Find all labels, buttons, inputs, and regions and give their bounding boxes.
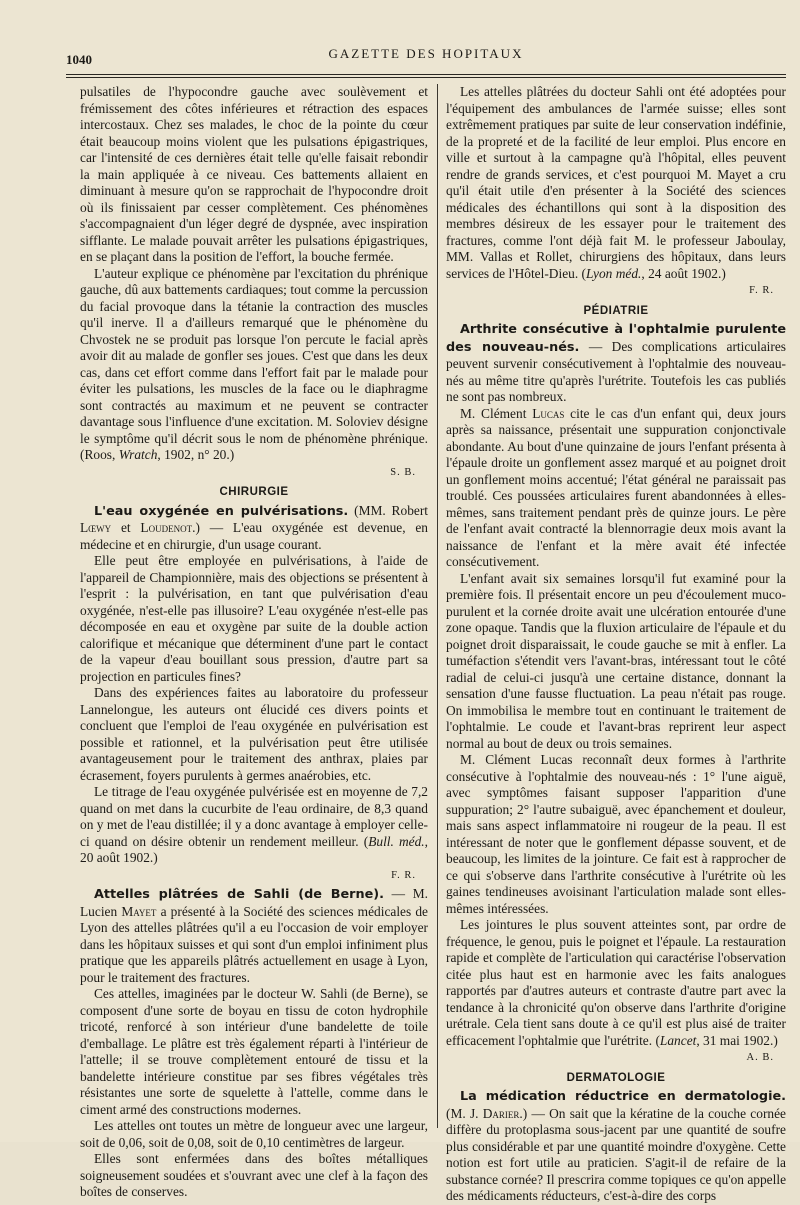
paragraph: Les attelles ont toutes un mètre de longueur avec une largeur, soit de 0,06, soit de 0,08, soit de 0,10 centimètres de largeur. (80, 1118, 428, 1150)
author-initials: S. B. (390, 466, 416, 478)
text-run: Les attelles plâtrées du docteur Sahli ont été adoptées pour l'équipement des ambulances de l'armée suisse; elles sont extrêmement pratiques par suite de leur conservation indéfinie, de la propreté et de la facilité de leur emploi. Plus encore en ville et surtout à la campagne qu'à l'hôpital, elles peuvent rendre de grands services, et c'est pourquoi M. Mayet a cru qu'il était utile d'en présenter à la Société des sciences médicales des échantillons qui sont à la disposition des membres désireux de les essayer pour le traitement des fractures, comme l'ont déjà fait M. le professeur Jaboulay, MM. Vallas et Rollet, chirurgiens des hôpitaux, dans leurs services de l'Hôtel-Dieu. ( (446, 84, 786, 281)
paragraph: Dans des expériences faites au laboratoire du professeur Lannelongue, les auteurs ont élucidé ces divers points et concluent que l'emploi de l'eau oxygénée en pulvérisation est possible et rationnel, et la pulvérisation peut être utilisée avantageusement pour le traitement des anthrax, plaies par écrasement, foyers purulents à germes anaérobies, etc. (80, 685, 428, 783)
text-run: — M. Lucien (80, 886, 428, 919)
text-run: cite le cas d'un enfant qui, deux jours après sa naissance, présentait une suppuration conjonctivale abondante. Au bout d'une quinzaine de jours l'enfant présenta à l'épaule droite un gonflement assez marqué et au poignet droit un gonflement moins accentué; l'état général ne paraissait pas troublé. Ces poussées articulaires furent abandonnées à elles-mêmes, sans traitement pendant près de quinze jours. Le père de l'enfant avait contracté la blennorragie deux mois avant la naissance de l'enfant et la mère avait été infectée consécutivement. (446, 405, 786, 569)
article-title: La médication réductrice en dermatologie. (460, 1089, 786, 1104)
author-initials: F. R. (391, 869, 416, 881)
citation: Lyon méd. (586, 265, 642, 281)
paragraph (446, 84, 786, 282)
header-rule-thin (66, 77, 786, 78)
author-name: Loudenot (140, 520, 193, 535)
text-run: , 1902, n° 20.) (157, 447, 235, 462)
text-run: — Des complications articulaires peuvent survenir consécutivement à l'ophtalmie des nouveau-nés au même titre qu'après l'urétrite. Toutefois les cas publiés ne sont pas nombreux. (446, 338, 786, 404)
paragraph: Elles sont enfermées dans des boîtes métalliques soigneusement soudées et s'ouvrant avec une clef à la façon des boîtes de conserves. (80, 1151, 428, 1199)
right-column (446, 84, 787, 1203)
text-run: et (111, 520, 141, 535)
article-paragraph (446, 321, 786, 406)
page-header (66, 44, 786, 74)
text-run: Les jointures le plus souvent atteintes sont, par ordre de fréquence, le genou, puis le poignet et l'épaule. La restauration rapide et complète de l'articulation qui caractérise l'observation citée plus haut est en harmonie avec les faits analogues rapportés par d'autres auteurs et contraste d'autre part avec la tendance à la chronicité qu'on observe dans l'arthrite d'origine urétrale. Cela tient sans doute à ce qu'il est plus aisé de traiter efficacement l'ophtalmie que l'urétrite. ( (446, 917, 786, 1048)
page-number: 1040 (66, 52, 92, 67)
paragraph: M. Clément Lucas reconnaît deux formes à l'arthrite consécutive à l'ophtalmie des nouveau-nés : 1° l'une aiguë, avec symptômes faisant supposer l'apparition d'une suppuration; 2° l'autre subaiguë, avec épanchement et douleur, mais sans aspect inflammatoire ni rougeur de la peau. Il est intéressant de noter que le gonflement dépasse souvent, et de beaucoup, les limites de la jointure. Ce fait est à rapprocher de ce qui s'observe dans l'arthrite consécutive à l'urétrite où les gaines tendineuses avoisinant l'articulation malade sont elles-mêmes intéressées. (446, 752, 786, 916)
author-name: Mayet (121, 903, 157, 919)
text-run: , 31 mai 1902.) (696, 1032, 778, 1048)
text-run: (M. J. (446, 1105, 483, 1121)
text-run: Le titrage de l'eau oxygénée pulvérisée est en moyenne de 7,2 quand on met dans la cucurbite de l'eau ordinaire, de 8,3 quand on y met de l'eau distillée; il y a donc avantage à employer celle-ci quand on désire obtenir un rendement meilleur. ( (80, 784, 428, 849)
left-column (80, 84, 429, 1199)
paragraph: Elle peut être employée en pulvérisations, à l'aide de l'appareil de Championnière, mais des objections se présentent à l'esprit : la pulvérisation, en tant que pulvérisation d'eau oxygénée, n'est-elle pas illusoire? L'eau oxygénée n'est-elle pas décomposée en eau et oxygène par suite de la double action calorifique et mécanique que déterminent d'une part le contact de la vapeur d'eau bouillant sous pression, d'autre part sa projection en particules fines? (80, 553, 428, 684)
author-name: Lucas (532, 405, 565, 421)
text-run: a présenté à la Société des sciences médicales de Lyon des attelles plâtrées qu'il a eu l'occasion de voir employer dans les hôpitaux suisses et qui sont d'un emploi infiniment plus pratique que les appareils plâtrés actuellement en usage à Lyon, pour le traitement des fractures. (80, 903, 429, 985)
author-initials: F. R. (749, 285, 774, 296)
paragraph (80, 784, 428, 867)
header-rule-thick (66, 74, 786, 75)
author-initials: A. B. (746, 1052, 774, 1063)
journal-title: GAZETTE DES HOPITAUX (328, 46, 524, 61)
article-title: Arthrite consécutive à l'ophtalmie purulente des nouveau-nés. (446, 322, 786, 355)
article-paragraph (80, 503, 428, 554)
citation: Wratch (118, 447, 158, 462)
paragraph: Ces attelles, imaginées par le docteur W. Sahli (de Berne), se composent d'une sorte de boyau en tissu de coton hydrophile tricoté, renforcé à son intérieur d'une bandelette de toile d'emballage. Le plâtre est très également réparti à l'intérieur de l'attelle; il se trouve complètement entouré de tissu et la bandelette intérieure constitue par ses fibres végétales très résistantes une sorte de squelette à l'attelle, comme dans le ciment armé des constructions modernes. (80, 986, 428, 1117)
citation: Bull. méd. (368, 833, 425, 849)
article-title: L'eau oxygénée en pulvérisations. (94, 503, 349, 519)
paragraph: pulsatiles de l'hypocondre gauche avec soulèvement et frémissement des côtes inférieures et rétraction des espaces intercostaux. Chez ses malades, le choc de la pointe du cœur était beaucoup moins violent que les pulsations épigastriques, car l'intensité de ces dernières était telle qu'elle faisait rebondir la main appliquée à ce niveau. Ces battements allaient en diminuant à mesure qu'on se rapprochait de l'hypocondre droit où ils finissaient par cesser complètement. Ces phénomènes s'accompagnaient d'un léger degré de dyspnée, avec inspiration sifflante. Le malade pouvait arrêter les pulsations épigastriques, en se plaçant dans la position de l'effort, la bouche fermée. (80, 84, 428, 264)
author-name: Lœwy (80, 520, 112, 535)
author-name: Darier (482, 1105, 520, 1121)
section-heading-chirurgie: CHIRURGIE (219, 486, 289, 498)
section-heading-pediatrie: PÉDIATRIE (583, 304, 649, 317)
article-title: Attelles plâtrées de Sahli (de Berne). (94, 887, 384, 902)
text-run: — On sait que la kératine de la couche cornée diffère du protoplasma sous-jacent par une quantité de soufre plus considérable et par une quantité moindre d'oxygène. Cette notion est fort utile au praticien. S'agit-il de refaire de la substance cornée? Il prescrira comme topiques ce qu'on appelle des médicaments réducteurs, c'est-à-dire des corps (446, 1105, 787, 1203)
column-divider (437, 84, 438, 1128)
paragraph (80, 266, 428, 464)
citation: Lancet (659, 1032, 697, 1048)
article-paragraph (80, 886, 428, 986)
paragraph (446, 917, 786, 1049)
text-run: .) (519, 1105, 528, 1121)
text-run: , 20 août 1902.) (80, 833, 428, 865)
text-run: (MM. Robert (348, 502, 429, 518)
text-run: .) — (192, 520, 233, 535)
text-run: , 24 août 1902.) (641, 265, 726, 281)
text-run: L'auteur explique ce phénomène par l'excitation du phrénique gauche, dû aux battements cardiaques; tout comme la percussion du facial provoque dans la tétanie la contraction des muscles qu'il inerve. Il a d'ailleurs remarqué que le phénomène du Chvostek ne se produit pas lorsque l'on percute le facial après avoir dit au malade de gonfler ses joues. C'est que dans les deux cas, dans cet effort comme dans l'effort fait par le malade pour éviter les pulsations, les muscles de la face ou le diaphragme sont contractés au maximum et ne peuvent se contracter davantage sous l'influence d'une excitation. M. Soloviev désigne le symptôme qu'il décrit sous le nom de phénomène phrénique. (Roos, (80, 265, 428, 462)
text-run: L'eau oxygénée est devenue, en médecine et en chirurgie, d'un usage courant. (80, 520, 428, 552)
paragraph: L'enfant avait six semaines lorsqu'il fut examiné pour la première fois. Il présentait encore un peu d'écoulement muco-purulent et la cornée droite avait une ulcération entourée d'une zone opaque. Tandis que la fluxion articulaire de l'épaule et du poignet droit disparaissait, le coude gauche se mit à enfler. La tuméfaction s'étendit vers l'avant-bras, intéressant tout le côté radial de celui-ci jusqu'à une certaine distance, donnant la sensation d'une fausse fluctuation. La peau n'était pas rouge. On immobilisa le membre tout en continuant le traitement de l'ophtalmie. Le coude et l'avant-bras reprirent leur aspect normal au bout de deux ou trois semaines. (446, 570, 786, 751)
section-heading-dermatologie: DERMATOLOGIE (566, 1071, 666, 1084)
text-run: M. Clément (460, 405, 533, 421)
article-paragraph (446, 1088, 786, 1205)
paragraph (446, 406, 786, 571)
